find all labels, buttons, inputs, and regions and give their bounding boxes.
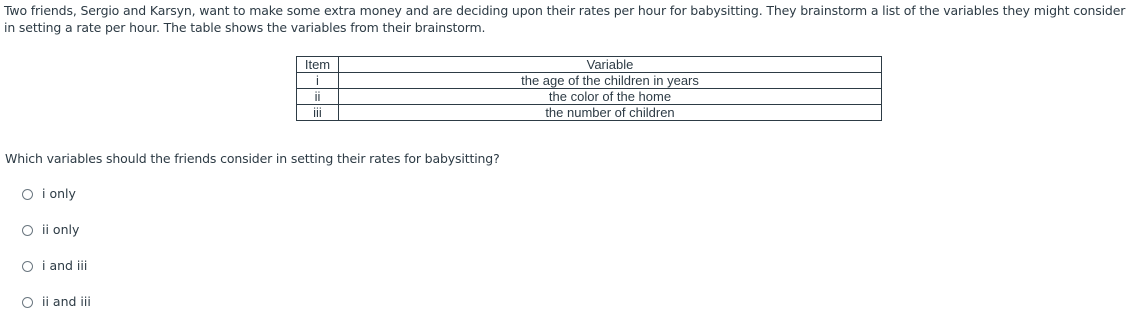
item-cell: ii	[297, 89, 339, 105]
radio-button[interactable]	[22, 225, 33, 236]
variable-cell: the color of the home	[339, 89, 882, 105]
choice-option[interactable]	[22, 258, 87, 274]
variable-cell: the number of children	[339, 105, 882, 121]
table-row	[297, 105, 882, 121]
variable-cell: the age of the children in years	[339, 73, 882, 89]
variables-table	[296, 56, 882, 121]
choice-label: i and iii	[42, 258, 88, 273]
radio-button[interactable]	[22, 189, 33, 200]
choice-option[interactable]	[22, 294, 91, 310]
choice-label: i only	[42, 186, 76, 201]
radio-button[interactable]	[22, 297, 33, 308]
choice-option[interactable]	[22, 186, 76, 202]
header-item: Item	[297, 57, 339, 73]
table-row	[297, 73, 882, 89]
radio-button[interactable]	[22, 261, 33, 272]
item-cell: i	[297, 73, 339, 89]
choice-option[interactable]	[22, 222, 79, 238]
question-text: Which variables should the friends consider in setting their rates for babysitting?	[5, 151, 500, 166]
choice-label: ii and iii	[42, 294, 91, 309]
choice-label: ii only	[42, 222, 80, 237]
item-cell: iii	[297, 105, 339, 121]
header-variable: Variable	[339, 57, 882, 73]
table-header-row	[297, 57, 882, 73]
intro-text: Two friends, Sergio and Karsyn, want to make some extra money and are deciding upon their rates per hour for babysitting. They brainstorm a list of the variables they might consider in setting a rate per hour. The table shows the variables from their brainstorm.	[4, 3, 1126, 35]
table-row	[297, 89, 882, 105]
